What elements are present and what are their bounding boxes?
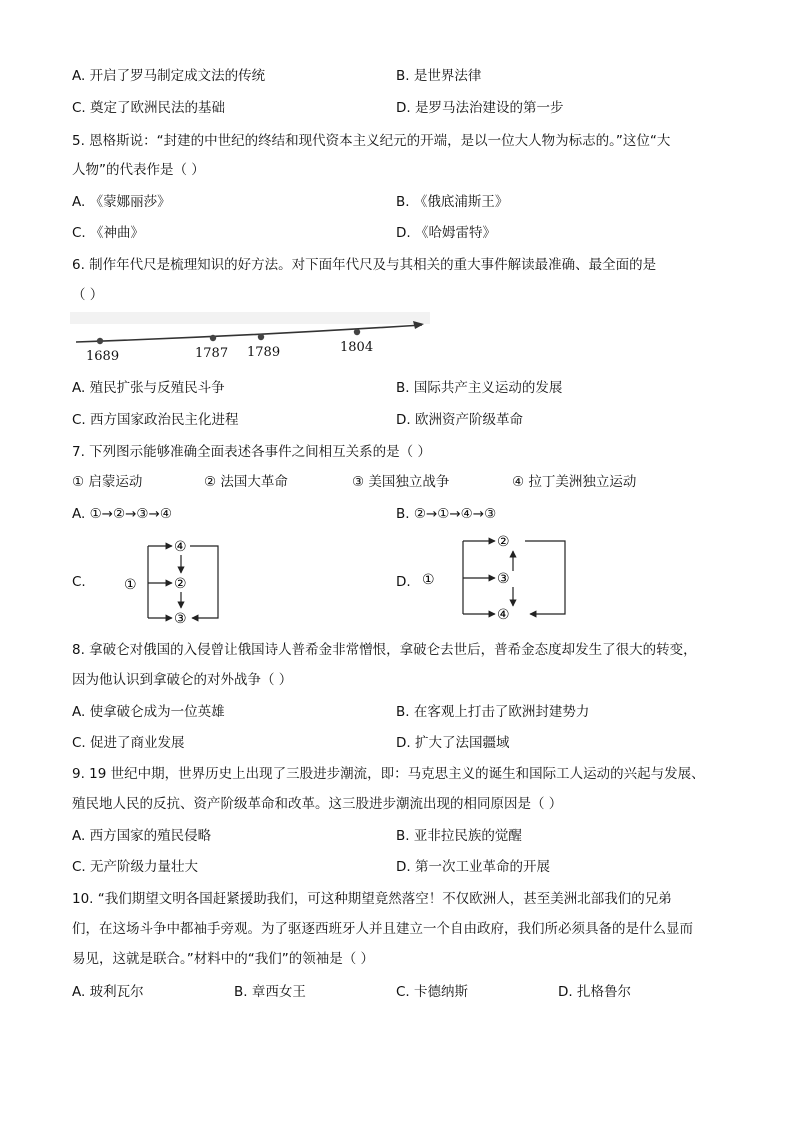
diagram-d-node-left: ① (422, 572, 435, 588)
q5-option-b[interactable]: B. 《俄底浦斯王》 (396, 194, 509, 210)
q5-stem-line1: 5. 恩格斯说：“封建的中世纪的终结和现代资本主义纪元的开端，是以一位大人物为标志的。”这位“大 (72, 133, 671, 149)
q6-option-b[interactable]: B. 国际共产主义运动的发展 (396, 380, 563, 396)
diagram-d-node-bottom: ④ (497, 607, 510, 623)
q10-stem-line3: 易见，这就是联合。”材料中的“我们”的领袖是（ ） (72, 951, 375, 967)
q7-option-b[interactable]: B. ②→①→④→③ (396, 506, 497, 522)
q10-stem-line2: 们，在这场斗争中都袖手旁观。为了驱逐西班牙人并且建立一个自由政府，我们所必须具备的是什么显而 (72, 921, 693, 937)
q4-option-d[interactable]: D. 是罗马法治建设的第一步 (396, 100, 564, 116)
q5-option-d[interactable]: D. 《哈姆雷特》 (396, 225, 496, 241)
timeline-year-1789: 1789 (247, 345, 281, 360)
diagram-d-node-top: ② (497, 534, 510, 550)
q10-option-a[interactable]: A. 玻利瓦尔 (72, 984, 144, 1000)
q7-diagram-d (418, 530, 578, 624)
timeline-year-1787: 1787 (195, 346, 229, 361)
q9-option-d[interactable]: D. 第一次工业革命的开展 (396, 859, 550, 875)
q6-stem-line1: 6. 制作年代尺是梳理知识的好方法。对下面年代尺及与其相关的重大事件解读最准确、最全面的是 (72, 257, 657, 273)
diagram-c-node-bottom: ③ (174, 611, 187, 627)
q7-option-d[interactable]: D. (396, 574, 411, 590)
q8-option-d[interactable]: D. 扩大了法国疆域 (396, 735, 510, 751)
q4-option-b[interactable]: B. 是世界法律 (396, 68, 482, 84)
diagram-c-node-top: ④ (174, 539, 187, 555)
q6-option-d[interactable]: D. 欧洲资产阶级革命 (396, 412, 523, 428)
q4-option-c[interactable]: C. 奠定了欧洲民法的基础 (72, 100, 226, 116)
q4-option-a[interactable]: A. 开启了罗马制定成文法的传统 (72, 68, 266, 84)
q9-option-c[interactable]: C. 无产阶级力量壮大 (72, 859, 199, 875)
timeline-point-1689 (97, 338, 103, 344)
q5-stem-line2: 人物”的代表作是（ ） (72, 162, 205, 178)
q8-stem-line2: 因为他认识到拿破仑的对外战争（ ） (72, 672, 293, 688)
q8-option-b[interactable]: B. 在客观上打击了欧洲封建势力 (396, 704, 590, 720)
timeline-year-1804: 1804 (340, 340, 374, 355)
timeline-scan-shading (70, 312, 430, 324)
q10-option-d[interactable]: D. 扎格鲁尔 (558, 984, 631, 1000)
timeline-point-1789 (258, 334, 264, 340)
q10-option-b[interactable]: B. 章西女王 (234, 984, 306, 1000)
q10-option-c[interactable]: C. 卡德纳斯 (396, 984, 469, 1000)
q7-diagram-c (118, 536, 228, 628)
q7-option-a[interactable]: A. ①→②→③→④ (72, 506, 172, 522)
q8-stem-line1: 8. 拿破仑对俄国的入侵曾让俄国诗人普希金非常憎恨，拿破仑去世后，普希金态度却发生了很大的转变， (72, 642, 697, 658)
timeline-year-1689: 1689 (86, 349, 120, 364)
q6-stem-line2: （ ） (72, 287, 104, 303)
q9-option-a[interactable]: A. 西方国家的殖民侵略 (72, 828, 212, 844)
diagram-c-node-mid: ② (174, 576, 187, 592)
q7-stem: 7. 下列图示能够准确全面表述各事件之间相互关系的是（ ） (72, 444, 431, 460)
diagram-c-node-left: ① (124, 577, 137, 593)
q8-option-c[interactable]: C. 促进了商业发展 (72, 735, 185, 751)
timeline-point-1787 (210, 335, 216, 341)
q8-option-a[interactable]: A. 使拿破仑成为一位英雄 (72, 704, 225, 720)
q9-stem-line1: 9. 19 世纪中期，世界历史上出现了三股进步潮流，即：马克思主义的诞生和国际工人运动的兴起与发展、 (72, 766, 705, 782)
q9-option-b[interactable]: B. 亚非拉民族的觉醒 (396, 828, 522, 844)
q6-option-a[interactable]: A. 殖民扩张与反殖民斗争 (72, 380, 225, 396)
q6-timeline (70, 312, 440, 368)
q7-event-1: ① 启蒙运动 (72, 474, 143, 490)
q7-event-4: ④ 拉丁美洲独立运动 (512, 474, 637, 490)
q5-option-c[interactable]: C. 《神曲》 (72, 225, 145, 241)
diagram-d-node-mid: ③ (497, 571, 510, 587)
q7-event-3: ③ 美国独立战争 (352, 474, 450, 490)
q10-stem-line1: 10. “我们期望文明各国赶紧援助我们，可这种期望竟然落空！不仅欧洲人，甚至美洲北部我们的兄弟 (72, 891, 672, 907)
timeline-point-1804 (354, 329, 360, 335)
q7-event-2: ② 法国大革命 (204, 474, 288, 490)
q6-option-c[interactable]: C. 西方国家政治民主化进程 (72, 412, 239, 428)
q5-option-a[interactable]: A. 《蒙娜丽莎》 (72, 194, 171, 210)
q9-stem-line2: 殖民地人民的反抗、资产阶级革命和改革。这三股进步潮流出现的相同原因是（ ） (72, 796, 563, 812)
q7-option-c[interactable]: C. (72, 574, 86, 590)
